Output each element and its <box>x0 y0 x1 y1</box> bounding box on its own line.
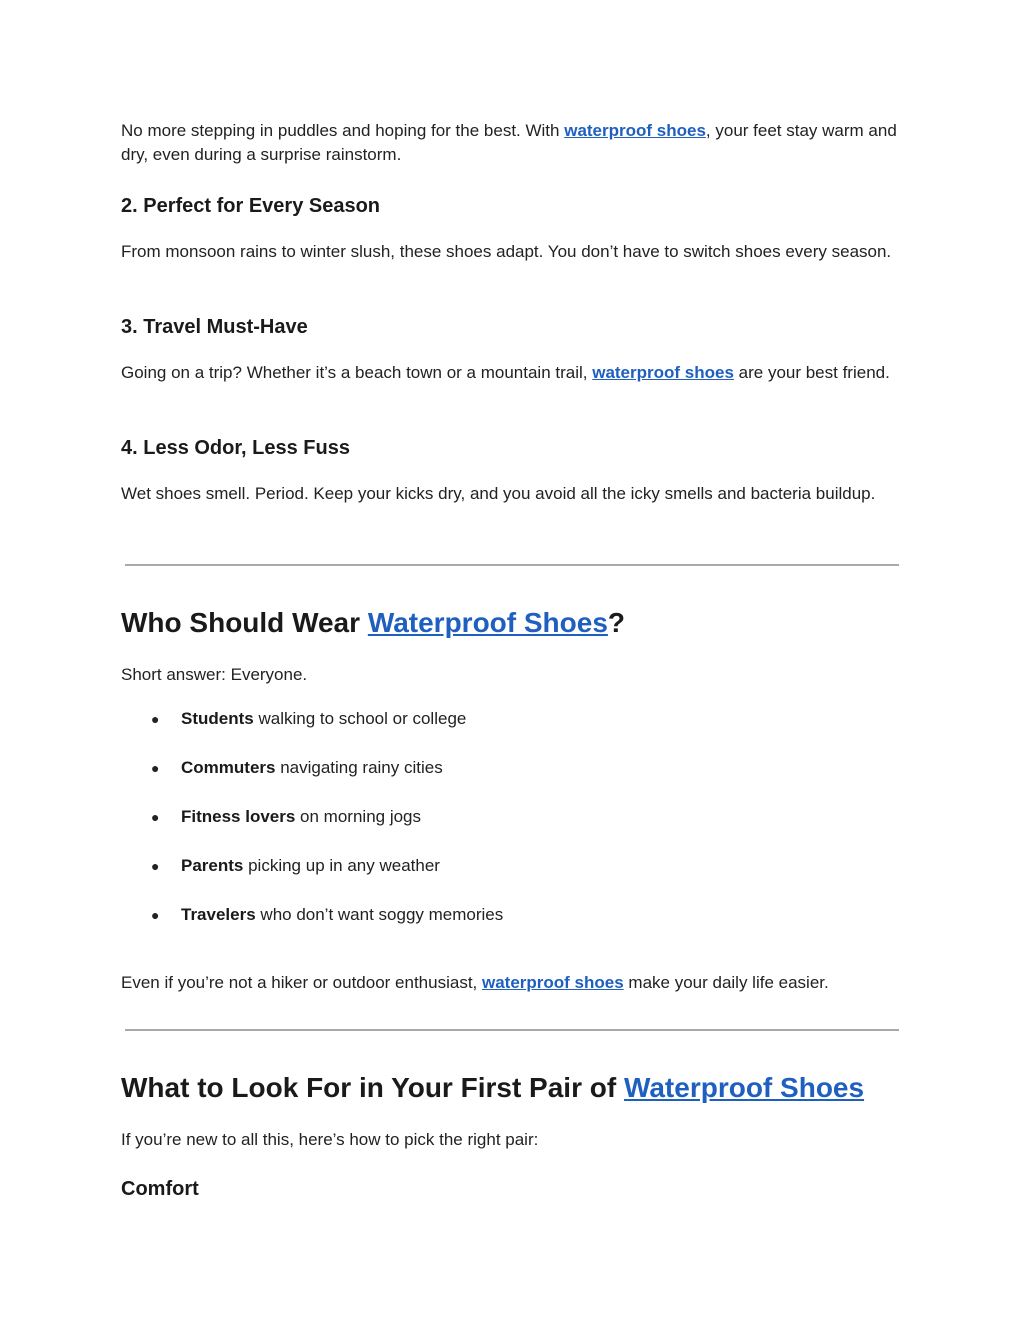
who-heading-text: Who Should Wear <box>121 607 368 638</box>
bullet-icon: ● <box>151 809 160 825</box>
list-item-text: on morning jogs <box>295 807 422 826</box>
first-pair-heading-text: What to Look For in Your First Pair of <box>121 1072 624 1103</box>
intro-text-end: , your feet stay warm and dry, even during a surprise rainstorm. <box>121 121 897 164</box>
intro-paragraph <box>121 119 901 167</box>
first-pair-intro: If you’re new to all this, here’s how to pick the right pair: <box>121 1130 539 1149</box>
list-item-bold: Travelers <box>181 905 256 924</box>
who-heading-question-mark: ? <box>607 607 626 638</box>
heading-who-should-wear <box>121 605 901 641</box>
waterproof-shoes-link-3[interactable]: waterproof shoes <box>481 973 624 992</box>
bullet-icon: ● <box>151 858 160 874</box>
odor-paragraph: Wet shoes smell. Period. Keep your kicks dry, and you avoid all the icky smells and bacteria buildup. <box>121 484 876 503</box>
short-answer: Short answer: Everyone. <box>121 665 308 684</box>
waterproof-shoes-link-2[interactable]: waterproof shoes <box>592 363 734 382</box>
waterproof-shoes-link-1[interactable]: waterproof shoes <box>564 121 706 140</box>
list-item-text: navigating rainy cities <box>275 758 443 777</box>
travel-paragraph <box>121 361 901 385</box>
list-item-text: walking to school or college <box>253 709 467 728</box>
list-item-text: picking up in any weather <box>243 856 440 875</box>
season-paragraph: From monsoon rains to winter slush, these shoes adapt. You don’t have to switch shoes every season. <box>121 242 892 261</box>
closing-text-end: make your daily life easier. <box>623 973 829 992</box>
heading-less-odor: 4. Less Odor, Less Fuss <box>121 437 350 459</box>
section-divider-1 <box>125 564 899 566</box>
travel-text-end: are your best friend. <box>733 363 890 382</box>
list-item <box>121 707 901 731</box>
list-item <box>121 805 901 829</box>
list-item-bold: Parents <box>181 856 244 875</box>
list-item-bold: Fitness lovers <box>181 807 296 826</box>
list-item-bold: Commuters <box>181 758 276 777</box>
list-item-text: who don’t want soggy memories <box>255 905 504 924</box>
section-divider-2 <box>125 1029 899 1031</box>
bullet-icon: ● <box>151 711 160 727</box>
heading-comfort: Comfort <box>121 1178 199 1200</box>
heading-perfect-every-season: 2. Perfect for Every Season <box>121 195 381 217</box>
waterproof-shoes-heading-link-2[interactable]: Waterproof Shoes <box>623 1072 865 1103</box>
bullet-icon: ● <box>151 760 160 776</box>
who-list <box>121 707 901 952</box>
heading-travel-must-have: 3. Travel Must-Have <box>121 316 308 338</box>
travel-text-start: Going on a trip? Whether it’s a beach town or a mountain trail, <box>121 363 593 382</box>
intro-text-start: No more stepping in puddles and hoping for the best. With <box>121 121 565 140</box>
closing-text-start: Even if you’re not a hiker or outdoor enthusiast, <box>121 973 482 992</box>
bullet-icon: ● <box>151 907 160 923</box>
list-item <box>121 903 901 927</box>
waterproof-shoes-heading-link-1[interactable]: Waterproof Shoes <box>367 607 608 638</box>
list-item <box>121 756 901 780</box>
list-item <box>121 854 901 878</box>
list-item-bold: Students <box>181 709 254 728</box>
heading-first-pair <box>121 1070 901 1106</box>
who-closing-paragraph <box>121 971 901 995</box>
